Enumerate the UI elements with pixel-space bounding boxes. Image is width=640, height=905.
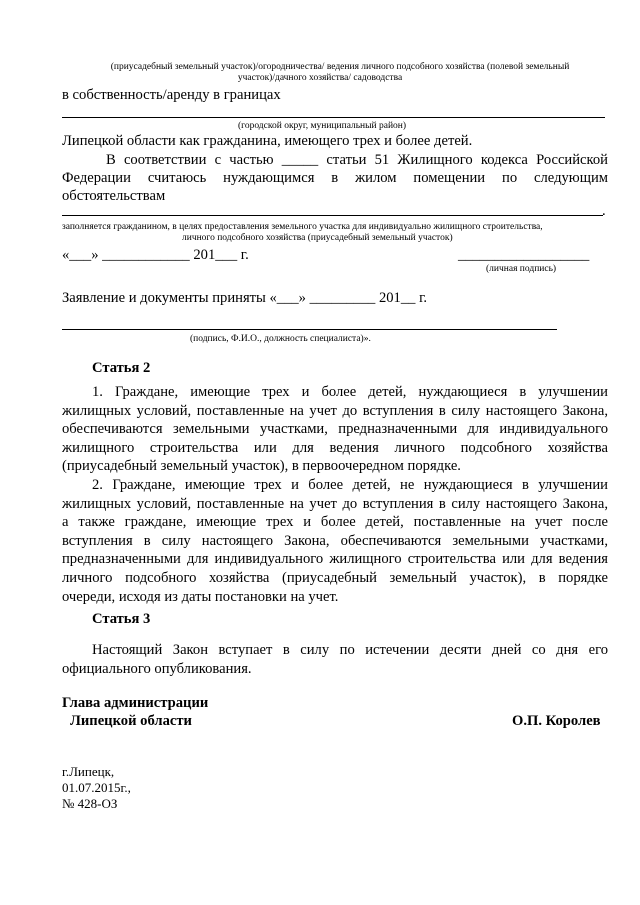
text-line: обеспечиваются земельными участками, предназначенными для индивидуального <box>62 421 608 438</box>
accordance-line2: Федерации считаюсь нуждающимся в жилом помещении по следующим <box>62 170 608 186</box>
text-line: предназначенными для индивидуального жилищного строительства или для ведения <box>62 551 608 568</box>
text-line: жилищного строительства или для ведения личного подсобного хозяйства <box>62 439 608 456</box>
specialist-blank-line <box>62 329 557 330</box>
form-note-line2: участок)/дачного хозяйства/ садоводства <box>237 73 403 83</box>
article2-heading: Статья 2 <box>92 360 151 376</box>
signature-blank: __________________ <box>458 247 590 263</box>
footer-number: № 428-ОЗ <box>62 796 118 811</box>
ownership-text: в собственность/аренду в границах <box>62 87 281 103</box>
signatory-name: О.П. Королев <box>512 713 601 729</box>
signature-title-line1: Глава администрации <box>62 695 209 711</box>
text-line: (приусадебный земельный участок), в первоочередном порядке. <box>62 458 461 475</box>
article3-paragraph1 <box>62 641 608 678</box>
text-line: 1. Граждане, имеющие трех и более детей, нуждающиеся в улучшении <box>92 384 608 400</box>
fill-note-line1: заполняется гражданином, в целях предоставления земельного участка для индивидуально жилищного строительства, <box>62 222 543 232</box>
footer-date: 01.07.2015г., <box>62 780 131 795</box>
accordance-line3: обстоятельствам <box>62 188 166 204</box>
article2-paragraph2 <box>62 476 608 606</box>
district-blank-line <box>62 117 605 118</box>
accordance-line1: В соответствии с частью _____ статьи 51 Жилищного кодекса Российской <box>106 152 608 168</box>
article2-paragraph1 <box>62 383 608 476</box>
signature-caption: (личная подпись) <box>486 264 557 274</box>
text-line: вступления в силу настоящего Закона, обеспечиваются земельными участками, <box>62 532 608 549</box>
article3-heading: Статья 3 <box>92 611 151 627</box>
signature-title-line2: Липецкой области <box>70 713 192 729</box>
text-line: очереди, исходя из даты постановки на учет. <box>62 588 339 605</box>
text-line: Настоящий Закон вступает в силу по истечении десяти дней со дня его <box>92 642 608 658</box>
fill-note-line2: личного подсобного хозяйства (приусадебный земельный участок) <box>182 233 453 243</box>
district-caption: (городской округ, муниципальный район) <box>238 121 407 131</box>
text-line: жилищных условий, поставленные на учет до вступления в силу настоящего Закона, <box>62 402 608 419</box>
specialist-caption: (подпись, Ф.И.О., должность специалиста)». <box>190 334 371 344</box>
text-line: жилищных условий, поставленные на учет до вступления в силу настоящего Закона, <box>62 495 608 512</box>
form-note-line1: (приусадебный земельный участок)/огородничества/ ведения личного подсобного хозяйства (полевой земельный <box>110 62 570 72</box>
date-line: «___» ____________ 201___ г. <box>62 247 249 263</box>
period-mark: . <box>602 203 606 219</box>
region-text: Липецкой области как гражданина, имеющего трех и более детей. <box>62 133 473 149</box>
text-line: личного подсобного хозяйства (приусадебный земельный участок), в порядке <box>62 569 608 586</box>
text-line: официального опубликования. <box>62 660 252 677</box>
circumstances-blank-line <box>62 215 603 216</box>
text-line: 2. Граждане, имеющие трех и более детей, не нуждающиеся в улучшении <box>92 477 608 493</box>
text-line: а также граждане, имеющие трех и более детей, поставленные на учет после <box>62 514 608 531</box>
accepted-line: Заявление и документы приняты «___» _________ 201__ г. <box>62 290 428 306</box>
footer-city: г.Липецк, <box>62 764 115 779</box>
